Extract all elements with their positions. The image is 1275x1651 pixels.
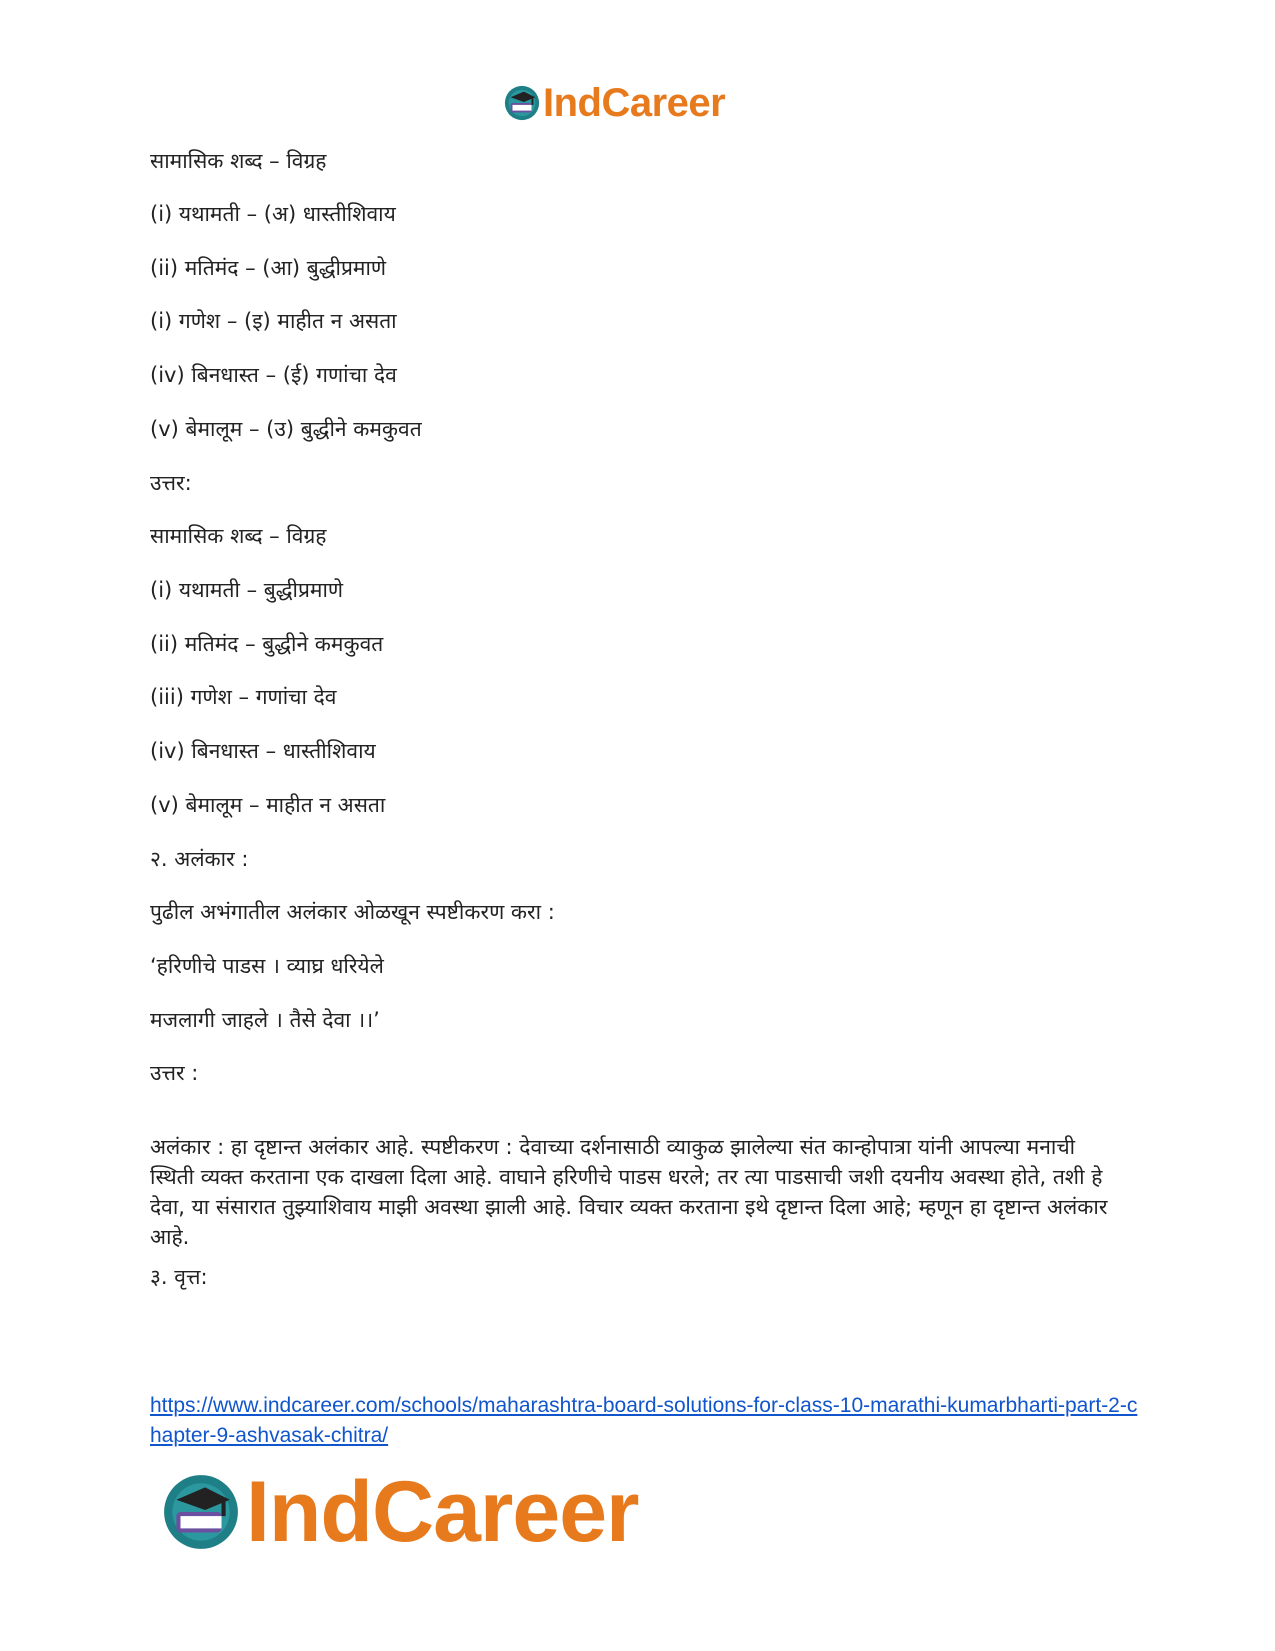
a1-item: (ii) मतिमंद – बुद्धीने कमकुवत bbox=[150, 632, 384, 656]
a1-item: (iii) गणेश – गणांचा देव bbox=[150, 685, 337, 709]
a1-item: (i) यथामती – बुद्धीप्रमाणे bbox=[150, 578, 344, 602]
source-url-link[interactable]: https://www.indcareer.com/schools/maharashtra-board-solutions-for-class-10-marathi-kumarbharti-part-2-chapter-9-ashvasak-chitra/ bbox=[150, 1394, 1138, 1447]
graduation-cap-book-icon bbox=[160, 1471, 242, 1553]
section2-heading: २. अलंकार : bbox=[150, 847, 249, 871]
footer-logo bbox=[160, 1466, 639, 1558]
answer-label: उत्तर: bbox=[150, 471, 192, 495]
q1-heading: सामासिक शब्द – विग्रह bbox=[150, 149, 327, 173]
verse-line: मजलागी जाहले । तैसे देवा ।।’ bbox=[150, 1008, 380, 1032]
section2-prompt: पुढील अभंगातील अलंकार ओळखून स्पष्टीकरण करा : bbox=[150, 900, 555, 924]
q1-item: (i) यथामती – (अ) धास्तीशिवाय bbox=[150, 202, 396, 226]
answer-label: उत्तर : bbox=[150, 1061, 199, 1085]
verse-line: ‘हरिणीचे पाडस । व्याघ्र धरियेले bbox=[150, 954, 384, 978]
a1-item: (iv) बिनधास्त – धास्तीशिवाय bbox=[150, 739, 376, 763]
answer-paragraph: अलंकार : हा दृष्टान्त अलंकार आहे. स्पष्टीकरण : देवाच्या दर्शनासाठी व्याकुळ झालेल्या संत कान्होपात्रा यांनी आपल्या मनाची स्थिती व्यक्त करताना एक दाखला दिला आहे. वाघाने हरिणीचे पाडस धरले; तर त्या पाडसाची जशी दयनीय अवस्था होते, तशी हे देवा, या संसारात तुझ्याशिवाय माझी अवस्था झाली आहे. विचार व्यक्त करताना इथे दृष्टान्त दिला आहे; म्हणून हा दृष्टान्त अलंकार आहे. bbox=[150, 1135, 1108, 1249]
section3-heading: ३. वृत्त: bbox=[150, 1265, 208, 1289]
a1-item: (v) बेमालूम – माहीत न असता bbox=[150, 793, 386, 817]
q1-item: (v) बेमालूम – (उ) बुद्धीने कमकुवत bbox=[150, 417, 422, 441]
q1-item: (ii) मतिमंद – (आ) बुद्धीप्रमाणे bbox=[150, 256, 387, 280]
brand-wordmark: IndCareer bbox=[246, 1464, 639, 1560]
graduation-cap-book-icon bbox=[503, 84, 541, 122]
brand-wordmark: IndCareer bbox=[543, 81, 726, 125]
a1-heading: सामासिक शब्द – विग्रह bbox=[150, 524, 327, 548]
header-logo bbox=[503, 80, 725, 126]
q1-item: (i) गणेश – (इ) माहीत न असता bbox=[150, 309, 397, 333]
q1-item: (iv) बिनधास्त – (ई) गणांचा देव bbox=[150, 363, 397, 387]
